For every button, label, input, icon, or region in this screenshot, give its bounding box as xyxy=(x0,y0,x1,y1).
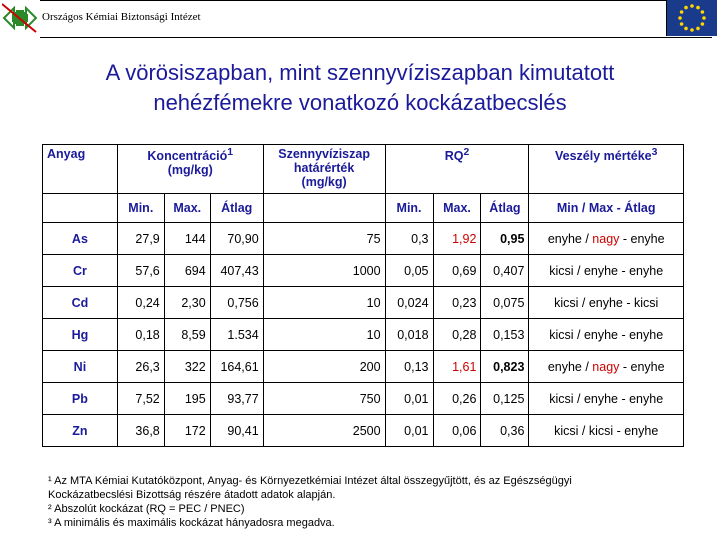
rq-avg: 0,95 xyxy=(481,223,529,255)
risk-level-part: nagy xyxy=(592,359,620,374)
table-row xyxy=(43,223,684,255)
rq-avg: 0,075 xyxy=(481,287,529,319)
risk-level-part: kicsi / enyhe - enyhe xyxy=(549,327,664,342)
table-row xyxy=(43,287,684,319)
cross-logo-icon xyxy=(2,2,38,34)
rq-max: 0,06 xyxy=(433,415,481,447)
col-max: Max. xyxy=(164,194,210,223)
conc-avg: 164,61 xyxy=(210,351,263,383)
risk-table xyxy=(42,144,684,447)
table-row xyxy=(43,255,684,287)
limit-value: 2500 xyxy=(263,415,385,447)
rq-max: 0,23 xyxy=(433,287,481,319)
rq-avg: 0,407 xyxy=(481,255,529,287)
col-hatarertek: Szennyvíziszap határérték (mg/kg) xyxy=(263,145,385,194)
risk-level-part: nagy xyxy=(592,231,620,246)
conc-max: 8,59 xyxy=(164,319,210,351)
risk-level-part: kicsi / kicsi - enyhe xyxy=(554,423,659,438)
col-empty xyxy=(43,194,118,223)
eu-flag xyxy=(666,0,717,36)
rq-min: 0,018 xyxy=(385,319,433,351)
col-koncentracio: Koncentráció$^1$ (mg/kg) xyxy=(117,145,263,194)
conc-avg: 93,77 xyxy=(210,383,263,415)
conc-max: 144 xyxy=(164,223,210,255)
risk-level xyxy=(529,223,684,255)
col-atlag: Átlag xyxy=(210,194,263,223)
page-title xyxy=(0,58,720,118)
table-row xyxy=(43,415,684,447)
rq-avg: 0,153 xyxy=(481,319,529,351)
table-row xyxy=(43,319,684,351)
conc-min: 26,3 xyxy=(117,351,164,383)
conc-min: 36,8 xyxy=(117,415,164,447)
conc-min: 0,18 xyxy=(117,319,164,351)
rq-min: 0,01 xyxy=(385,383,433,415)
element-symbol: Cr xyxy=(43,255,118,287)
conc-max: 2,30 xyxy=(164,287,210,319)
table-row xyxy=(43,351,684,383)
risk-level xyxy=(529,255,684,287)
rq-max: 1,92 xyxy=(433,223,481,255)
conc-min: 57,6 xyxy=(117,255,164,287)
header-row-2 xyxy=(43,194,684,223)
risk-level xyxy=(529,351,684,383)
limit-value: 200 xyxy=(263,351,385,383)
col-anyag: Anyag xyxy=(43,145,118,194)
rq-min: 0,01 xyxy=(385,415,433,447)
footnote-2: ² Abszolút kockázat (RQ = PEC / PNEC) xyxy=(48,503,245,515)
eu-stars-icon xyxy=(667,0,717,36)
conc-avg: 407,43 xyxy=(210,255,263,287)
risk-level-part: kicsi / enyhe - enyhe xyxy=(549,391,664,406)
risk-level-part: - enyhe xyxy=(619,231,665,246)
rq-max: 1,61 xyxy=(433,351,481,383)
conc-min: 27,9 xyxy=(117,223,164,255)
element-symbol: Ni xyxy=(43,351,118,383)
risk-level-part: kicsi / enyhe - enyhe xyxy=(549,263,664,278)
conc-avg: 1.534 xyxy=(210,319,263,351)
risk-level-part: - enyhe xyxy=(619,359,665,374)
risk-level-part: kicsi / enyhe - kicsi xyxy=(554,295,659,310)
footnotes xyxy=(48,474,668,530)
conc-max: 694 xyxy=(164,255,210,287)
col-hat-empty xyxy=(263,194,385,223)
element-symbol: Hg xyxy=(43,319,118,351)
footnote-3: ³ A minimális és maximális kockázat hányadosra megadva. xyxy=(48,517,335,529)
risk-level-part: enyhe / xyxy=(547,359,593,374)
conc-avg: 90,41 xyxy=(210,415,263,447)
title-line-2: nehézfémekre vonatkozó kockázatbecslés xyxy=(153,90,567,115)
footnote-1b: Kockázatbecslési Bizottság részére átadott adatok alapján. xyxy=(48,489,336,501)
limit-value: 10 xyxy=(263,319,385,351)
col-rq-atlag: Átlag xyxy=(481,194,529,223)
risk-level xyxy=(529,319,684,351)
rq-max: 0,26 xyxy=(433,383,481,415)
risk-level-part: enyhe / xyxy=(547,231,593,246)
limit-value: 1000 xyxy=(263,255,385,287)
col-rq-min: Min. xyxy=(385,194,433,223)
col-rq: $RQ^2$ xyxy=(385,145,529,194)
col-rq-max: Max. xyxy=(433,194,481,223)
col-veszely: Veszély mértéke$^3$ xyxy=(529,145,684,194)
org-name: Országos Kémiai Biztonsági Intézet xyxy=(42,11,201,23)
element-symbol: Pb xyxy=(43,383,118,415)
risk-level xyxy=(529,383,684,415)
rq-max: 0,69 xyxy=(433,255,481,287)
rq-min: 0,3 xyxy=(385,223,433,255)
rq-min: 0,024 xyxy=(385,287,433,319)
limit-value: 75 xyxy=(263,223,385,255)
risk-level xyxy=(529,415,684,447)
conc-avg: 70,90 xyxy=(210,223,263,255)
table-row xyxy=(43,383,684,415)
col-min: Min. xyxy=(117,194,164,223)
conc-min: 7,52 xyxy=(117,383,164,415)
conc-min: 0,24 xyxy=(117,287,164,319)
limit-value: 750 xyxy=(263,383,385,415)
header-bar xyxy=(0,0,720,38)
element-symbol: As xyxy=(43,223,118,255)
conc-max: 172 xyxy=(164,415,210,447)
rq-avg: 0,36 xyxy=(481,415,529,447)
header-row-1 xyxy=(43,145,684,194)
rq-avg: 0,823 xyxy=(481,351,529,383)
element-symbol: Zn xyxy=(43,415,118,447)
rq-min: 0,13 xyxy=(385,351,433,383)
col-min-max-atlag: Min / Max - Átlag xyxy=(529,194,684,223)
element-symbol: Cd xyxy=(43,287,118,319)
conc-avg: 0,756 xyxy=(210,287,263,319)
footnote-1a: ¹ Az MTA Kémiai Kutatóközpont, Anyag- és Környezetkémiai Intézet által összegyűjtött, és az Egészségügyi xyxy=(48,475,572,487)
conc-max: 322 xyxy=(164,351,210,383)
risk-level xyxy=(529,287,684,319)
limit-value: 10 xyxy=(263,287,385,319)
rq-max: 0,28 xyxy=(433,319,481,351)
title-line-1: A vörösiszapban, mint szennyvíziszapban kimutatott xyxy=(105,60,615,85)
rq-avg: 0,125 xyxy=(481,383,529,415)
rq-min: 0,05 xyxy=(385,255,433,287)
conc-max: 195 xyxy=(164,383,210,415)
